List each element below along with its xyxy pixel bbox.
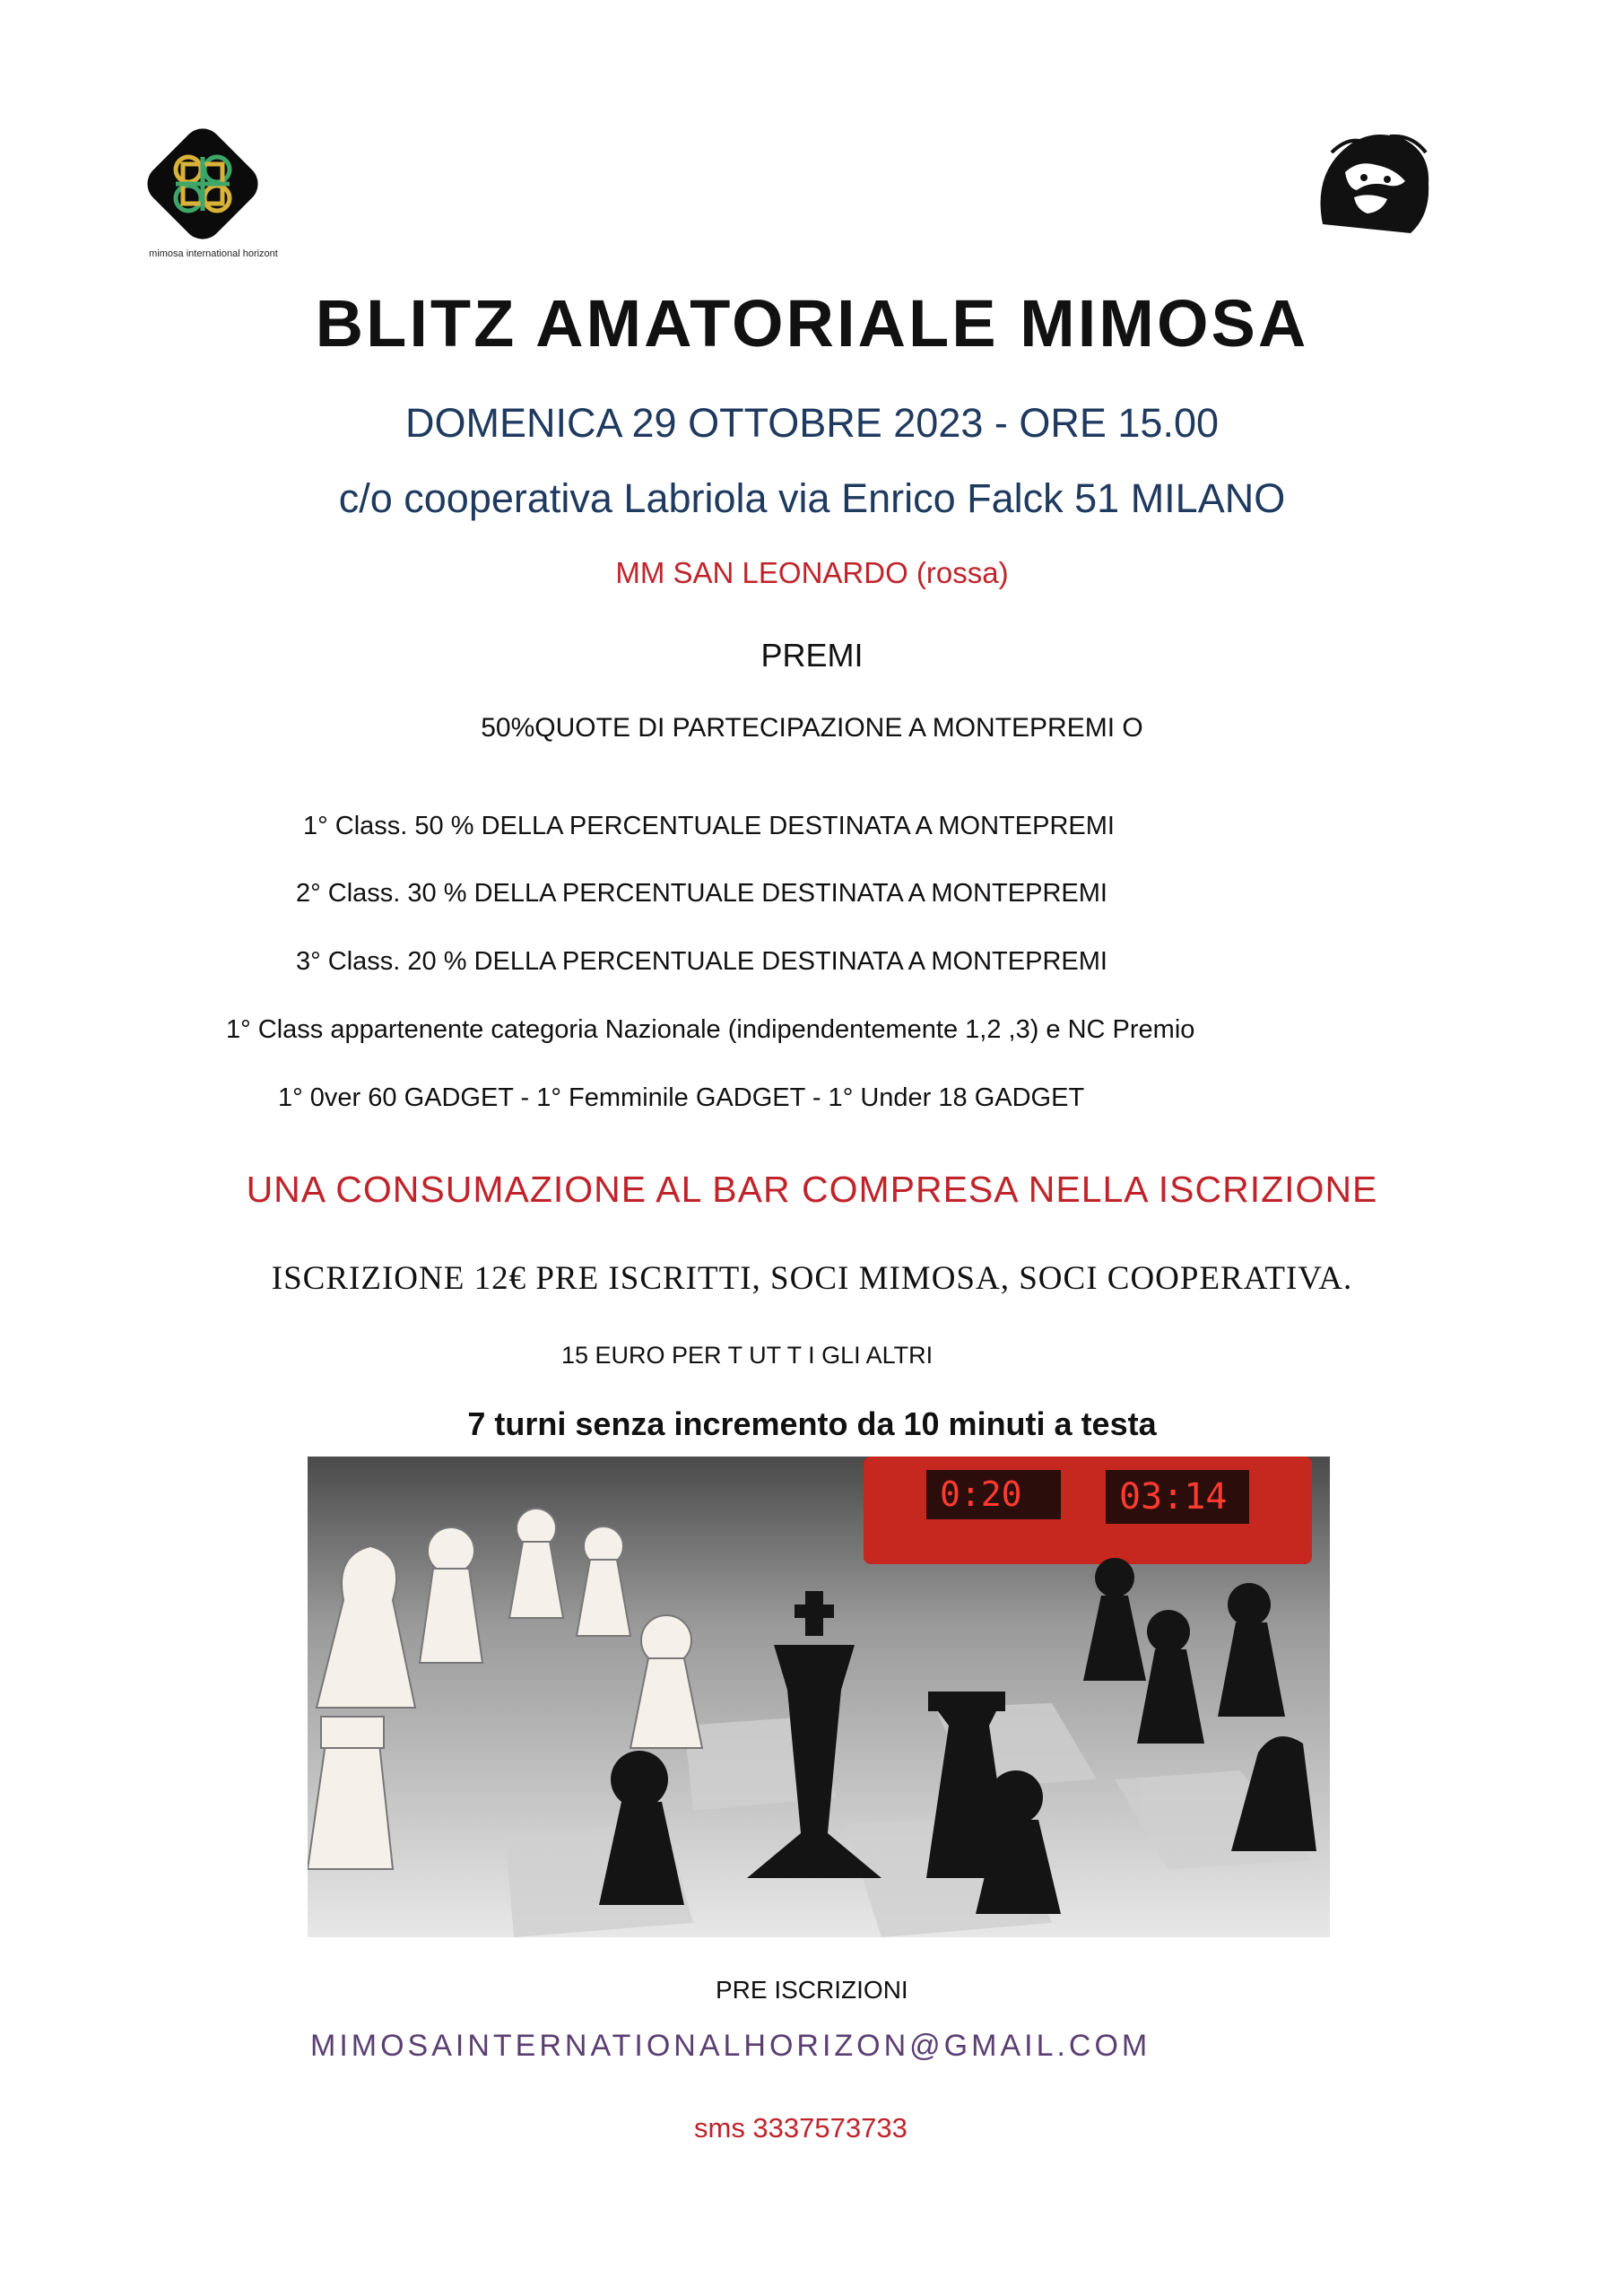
contact-sms[interactable]: sms 3337573733 xyxy=(694,2112,908,2144)
prize-gadgets: 1° 0ver 60 GADGET - 1° Femminile GADGET - 1° Under 18 GADGET xyxy=(278,1083,1085,1112)
event-date: DOMENICA 29 OTTOBRE 2023 - ORE 15.00 xyxy=(404,400,1219,446)
portrait-sketch-icon xyxy=(1305,117,1439,242)
prize-third: 3° Class. 20 % DELLA PERCENTUALE DESTINATA A MONTEPREMI xyxy=(296,947,1107,976)
prize-national-category: 1° Class appartenente categoria Nazionale (indipendentemente 1,2 ,3) e NC Premio xyxy=(226,1015,1195,1044)
rounds-info: 7 turni senza incremento da 10 minuti a testa xyxy=(467,1405,1157,1442)
bar-notice: UNA CONSUMAZIONE AL BAR COMPRESA NELLA ISCRIZIONE xyxy=(246,1169,1378,1210)
contact-email[interactable]: MIMOSAINTERNATIONALHORIZON@GMAIL.COM xyxy=(310,2029,1151,2063)
clock-right-display: 03:14 xyxy=(1119,1476,1228,1518)
registration-fee: ISCRIZIONE 12€ PRE ISCRITTI, SOCI MIMOSA, SOCI COOPERATIVA. xyxy=(271,1260,1353,1297)
metro-station: MM SAN LEONARDO (rossa) xyxy=(615,556,1009,589)
pre-registration-label: PRE ISCRIZIONI xyxy=(716,1976,908,2004)
chess-pieces-photo xyxy=(308,1457,1330,1937)
clock-left-display: 0:20 xyxy=(940,1474,1022,1514)
others-fee: 15 EURO PER T UT T I GLI ALTRI xyxy=(561,1342,934,1369)
prizes-heading: PREMI xyxy=(760,637,864,674)
page-title: BLITZ AMATORIALE MIMOSA xyxy=(315,286,1309,361)
prize-second: 2° Class. 30 % DELLA PERCENTUALE DESTINATA A MONTEPREMI xyxy=(296,879,1107,908)
org-logo xyxy=(115,112,312,265)
org-caption: mimosa international horizont xyxy=(149,248,278,259)
event-venue: c/o cooperativa Labriola via Enrico Falck 51 MILANO xyxy=(338,475,1286,521)
prize-pool-text: 50%QUOTE DI PARTECIPAZIONE A MONTEPREMI O xyxy=(481,713,1143,743)
endless-knot-logo-icon xyxy=(131,112,274,256)
prize-first: 1° Class. 50 % DELLA PERCENTUALE DESTINATA A MONTEPREMI xyxy=(303,812,1115,840)
